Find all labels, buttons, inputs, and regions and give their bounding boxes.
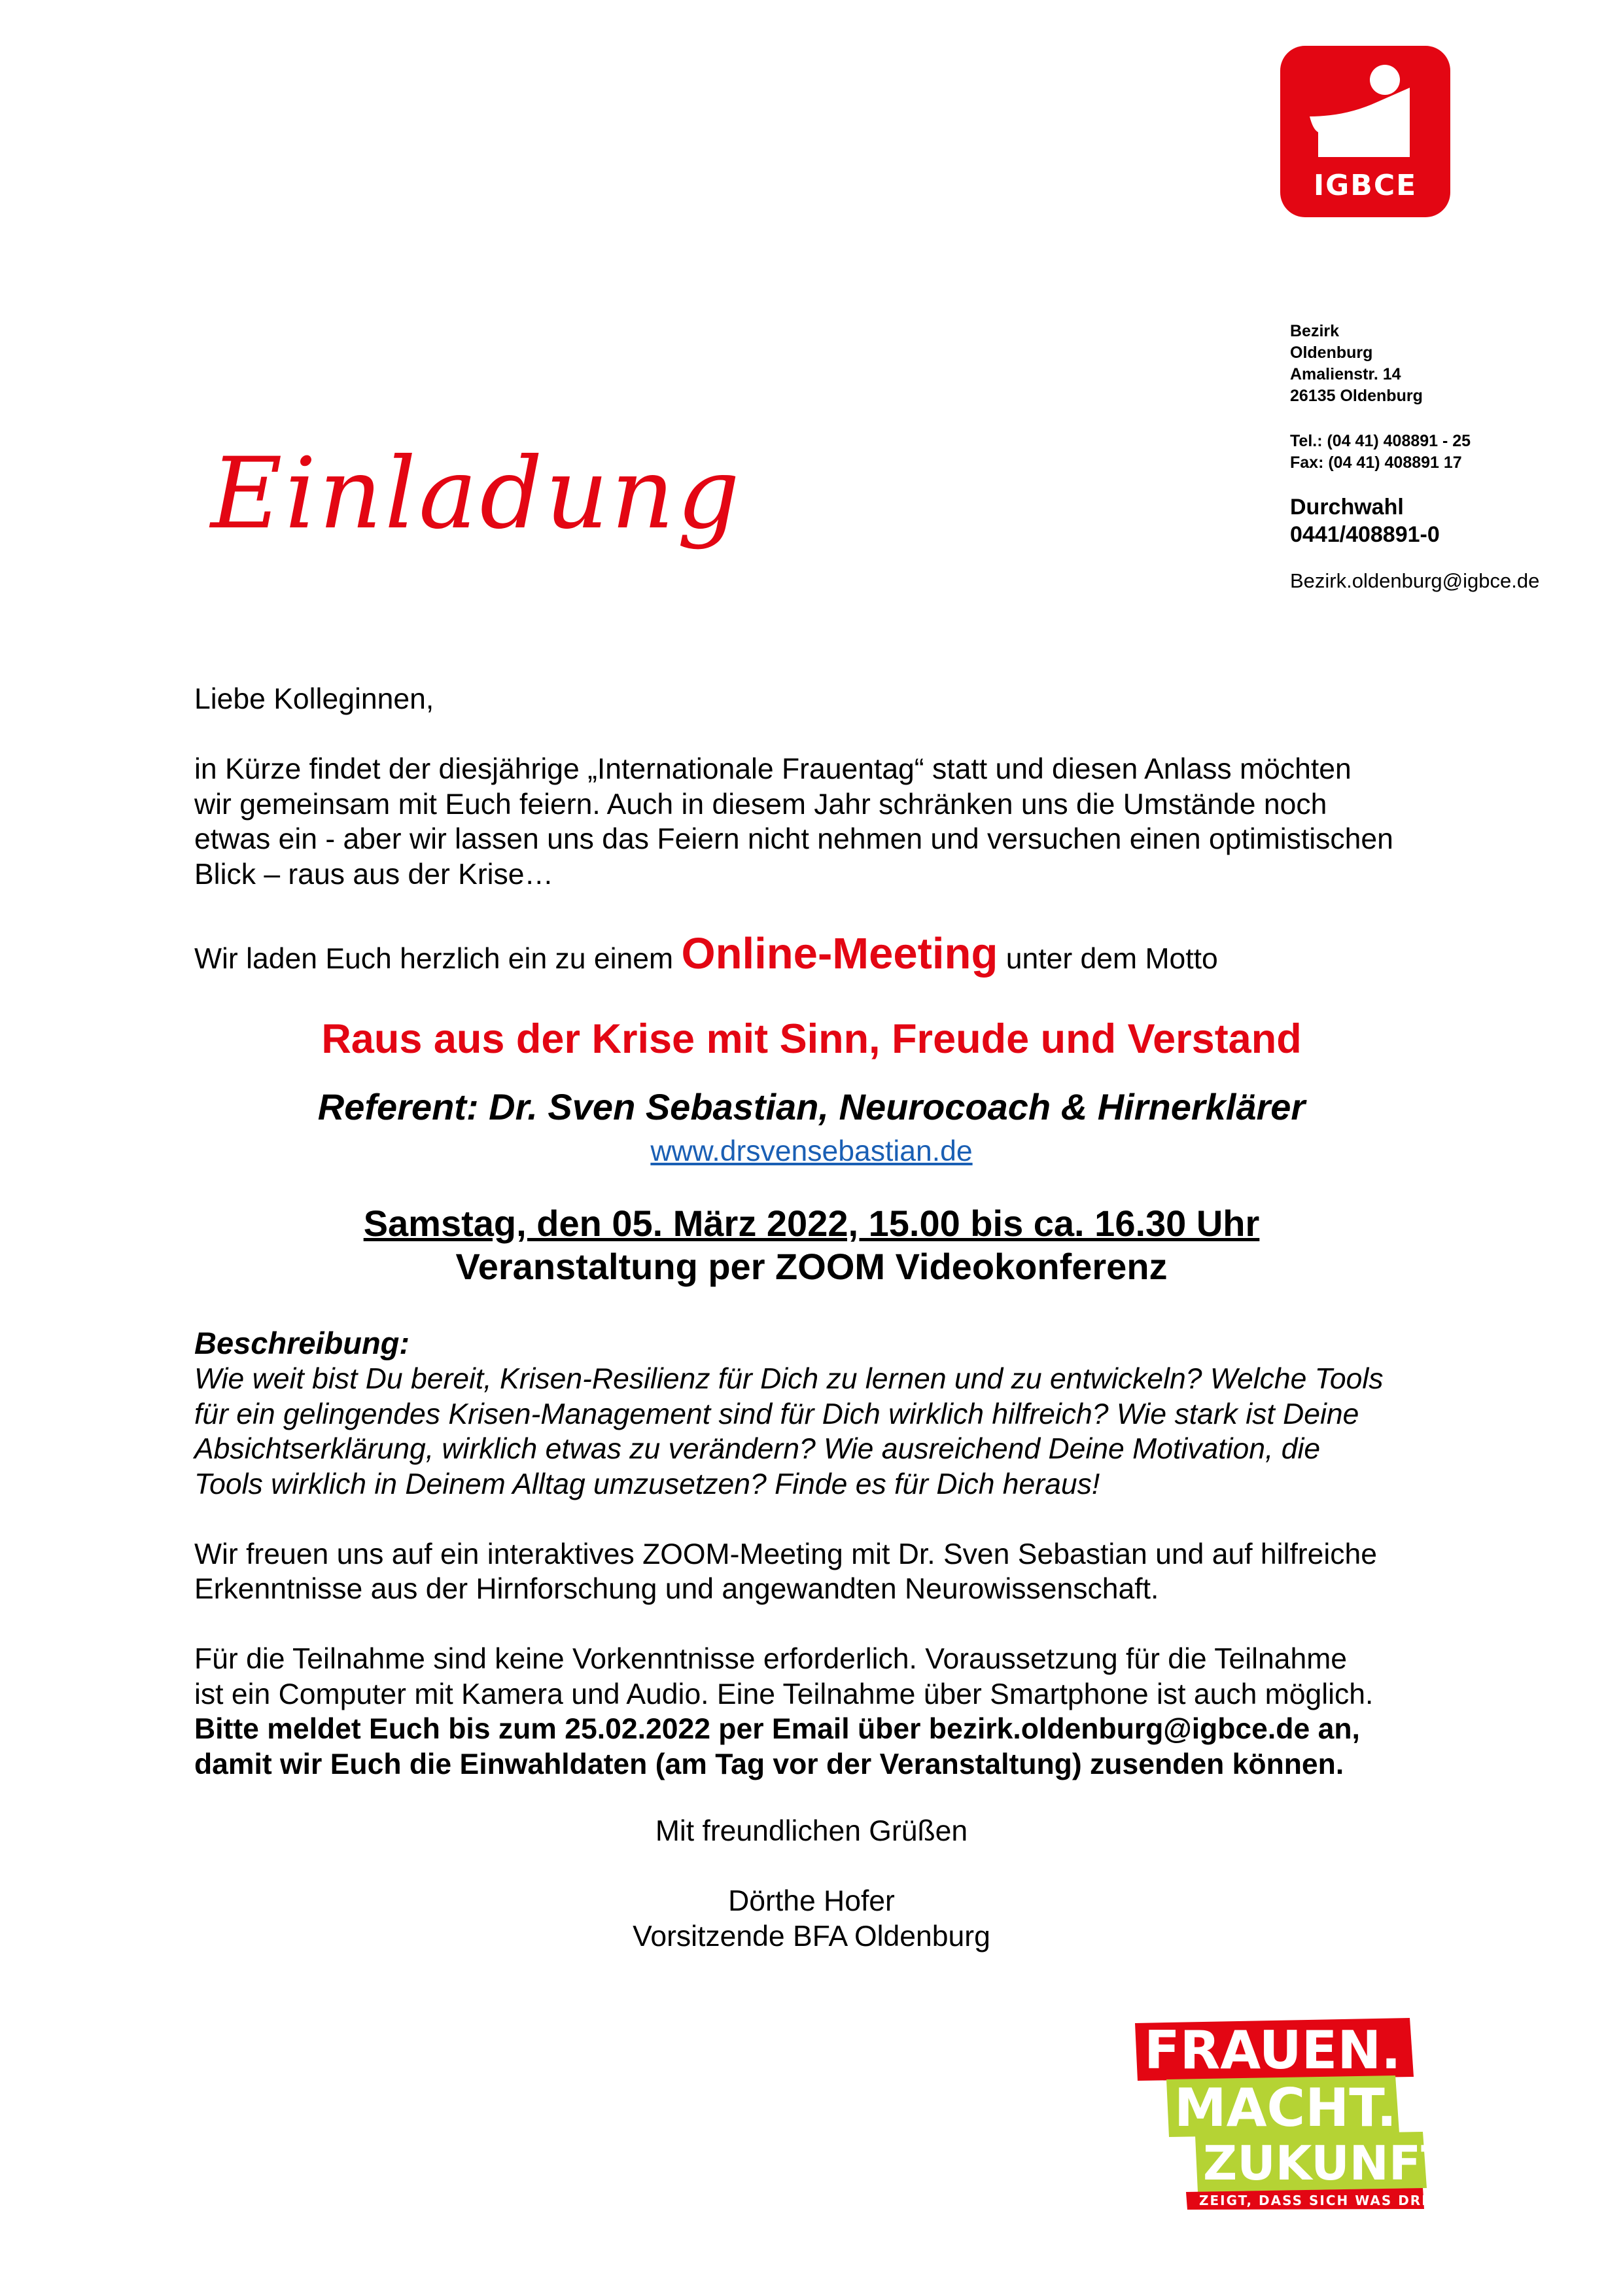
intro-line: Blick – raus aus der Krise… — [194, 858, 554, 891]
closing: Mit freundlichen Grüßen — [655, 1815, 968, 1847]
campaign-tagline: ZEIGT, DASS SICH WAS DREHT! — [1199, 2193, 1462, 2208]
registration-line: Bitte meldet Euch bis zum 25.02.2022 per Email über bezirk.oldenburg@igbce.de an, — [194, 1713, 1360, 1745]
page-title: Einladung — [211, 437, 742, 551]
intro-line: wir gemeinsam mit Euch feiern. Auch in diesem Jahr schränken uns die Umstände noch — [194, 788, 1327, 821]
durchwahl-number: 0441/408891-0 — [1290, 522, 1440, 547]
igbce-logo-text: IGBCE — [1313, 169, 1418, 202]
website-link-row — [0, 1133, 1623, 1170]
event-date-text: Samstag, den 05. März 2022, 15.00 bis ca. 16.30 Uhr — [363, 1203, 1260, 1244]
tel-line: Tel.: (04 41) 408891 - 25 — [1290, 432, 1471, 450]
description-line: Tools wirklich in Deinem Alltag umzusetzen? Finde es für Dich heraus! — [194, 1468, 1100, 1500]
description-line: Absichtserklärung, wirklich etwas zu verändern? Wie ausreichend Deine Motivation, die — [194, 1433, 1321, 1465]
address-block — [1290, 321, 1591, 594]
campaign-line-2: MACHT. — [1174, 2077, 1397, 2138]
address-line: Amalienstr. 14 — [1290, 365, 1401, 383]
address-line: 26135 Oldenburg — [1290, 387, 1423, 405]
igbce-logo — [1280, 46, 1450, 217]
website-link[interactable]: www.drsvensebastian.de — [650, 1135, 973, 1167]
fax-line: Fax: (04 41) 408891 17 — [1290, 453, 1462, 472]
durchwahl-label: Durchwahl — [1290, 495, 1404, 520]
online-meeting-highlight: Online-Meeting — [681, 929, 998, 978]
registration-line: damit wir Euch die Einwahldaten (am Tag vor der Veranstaltung) zusenden können. — [194, 1748, 1344, 1780]
paragraph-line: Wir freuen uns auf ein interaktives ZOOM-Meeting mit Dr. Sven Sebastian und auf hilfreiche — [194, 1538, 1378, 1570]
paragraph-line: Erkenntnisse aus der Hirnforschung und angewandten Neurowissenschaft. — [194, 1573, 1159, 1605]
district-email[interactable]: Bezirk.oldenburg@igbce.de — [1290, 569, 1540, 592]
paragraph-line: Für die Teilnahme sind keine Vorkenntnisse erforderlich. Voraussetzung für die Teilnahme — [194, 1643, 1348, 1675]
invite-line — [194, 928, 1218, 985]
description-line: Wie weit bist Du bereit, Krisen-Resilienz für Dich zu lernen und zu entwickeln? Welche Tools — [194, 1363, 1384, 1395]
intro-line: in Kürze findet der diesjährige „Internationale Frauentag“ statt und diesen Anlass möchten — [194, 753, 1352, 785]
description-section — [194, 1325, 1457, 1782]
paragraph-line: ist ein Computer mit Kamera und Audio. Eine Teilnahme über Smartphone ist auch möglich. — [194, 1678, 1374, 1710]
event-format: Veranstaltung per ZOOM Videokonferenz — [455, 1246, 1168, 1287]
description-line: für ein gelingendes Krisen-Management sind für Dich wirklich hilfreich? Wie stark ist Deine — [194, 1398, 1359, 1430]
signer-title: Vorsitzende BFA Oldenburg — [633, 1920, 990, 1952]
description-label: Beschreibung: — [194, 1326, 410, 1360]
invite-text-after: unter dem Motto — [998, 943, 1218, 975]
intro-paragraph — [194, 752, 1457, 892]
greeting: Liebe Kolleginnen, — [194, 683, 434, 715]
campaign-line-3: ZUKUNFT. — [1203, 2136, 1464, 2191]
frauen-macht-zukunft-logo — [1135, 2017, 1464, 2210]
event-date — [0, 1202, 1623, 1245]
signer-name: Dörthe Hofer — [728, 1885, 895, 1917]
motto: Raus aus der Krise mit Sinn, Freude und Verstand — [321, 1016, 1302, 1062]
intro-line: etwas ein - aber wir lassen uns das Feiern nicht nehmen und versuchen einen optimistischen — [194, 823, 1393, 855]
address-line: Oldenburg — [1290, 344, 1373, 362]
referent: Referent: Dr. Sven Sebastian, Neurocoach & Hirnerklärer — [317, 1086, 1306, 1127]
address-line: Bezirk — [1290, 322, 1340, 340]
signoff-block — [0, 1814, 1623, 1954]
campaign-line-1: FRAUEN. — [1144, 2020, 1401, 2081]
invite-text-before: Wir laden Euch herzlich ein zu einem — [194, 943, 682, 975]
